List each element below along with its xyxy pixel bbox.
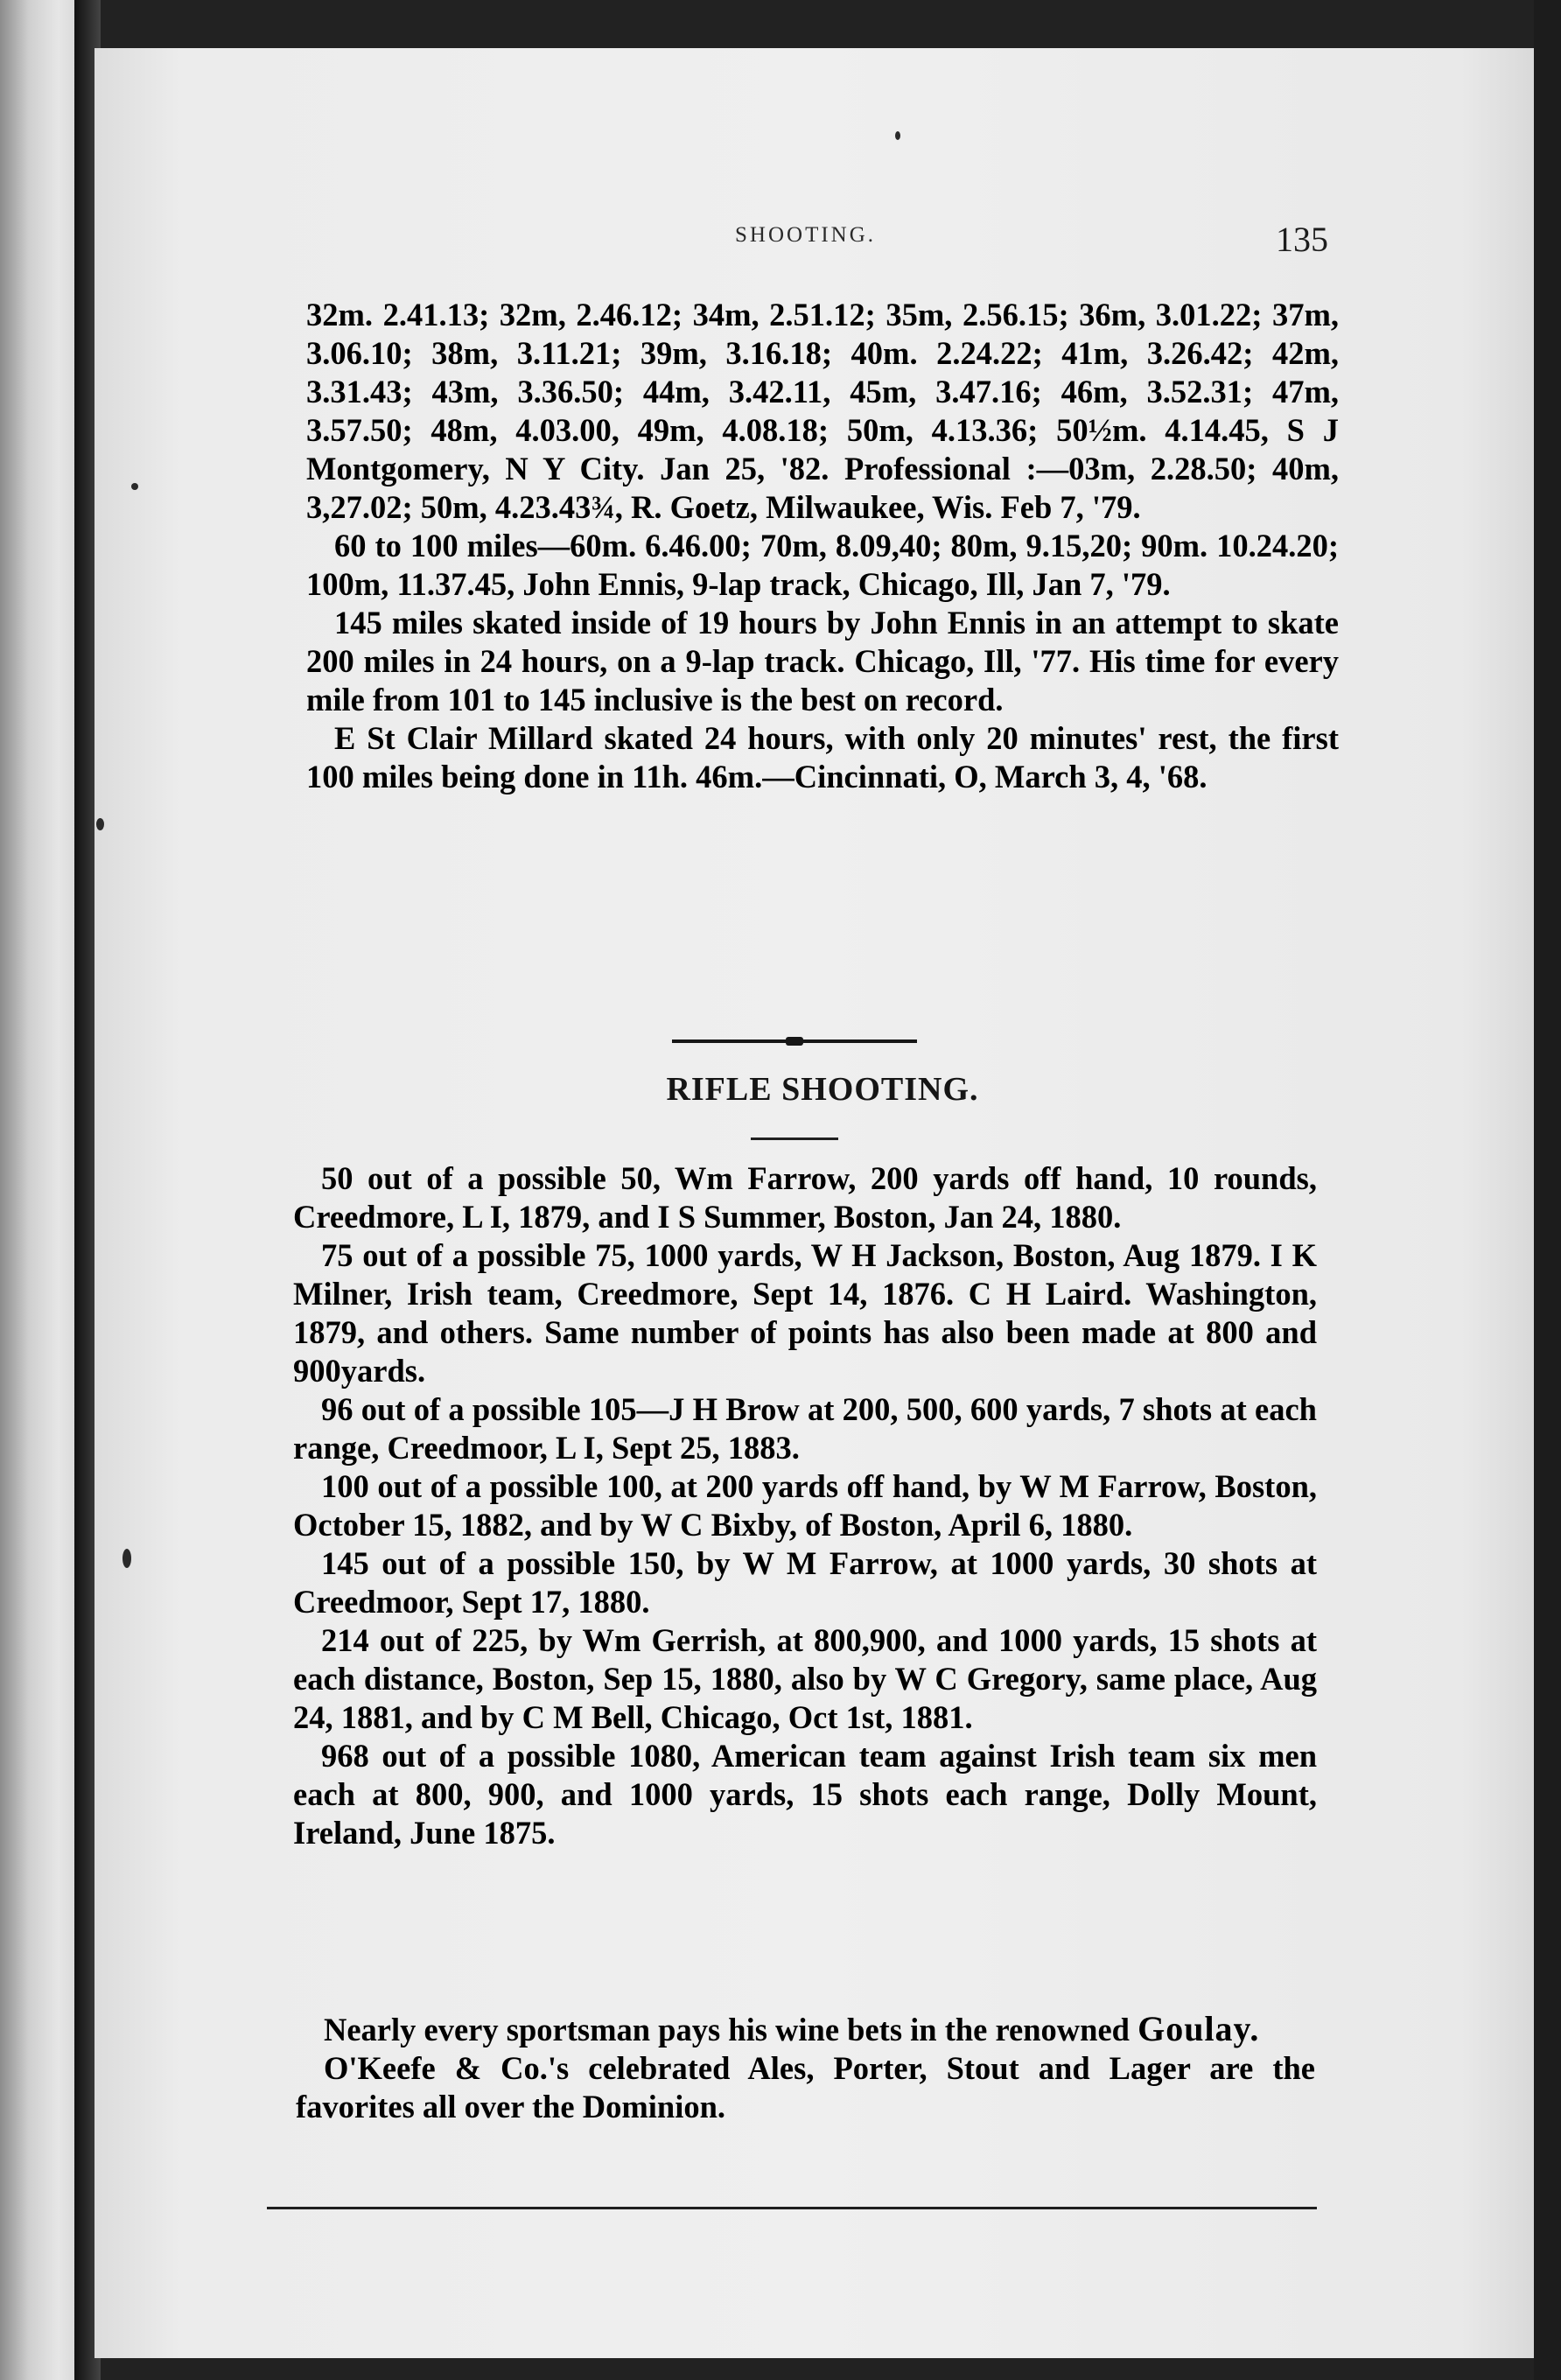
rifle-record: 96 out of a possible 105—J H Brow at 200, 500, 600 yards, 7 shots at each range, Creedmoor, L I, Sept 25, 1883.: [293, 1391, 1317, 1466]
scan-speck: [96, 818, 104, 830]
bottom-rule: [267, 2207, 1317, 2209]
section-divider-ornament: [672, 1037, 917, 1046]
rifle-record: 75 out of a possible 75, 1000 yards, W H Jackson, Boston, Aug 1879. I K Milner, Irish team, Creedmore, Sept 14, 1876. C H Laird. Washington, 1879, and others. Same number of points has also been made at 800 and 900yards.: [293, 1237, 1317, 1389]
scan-speck: [131, 483, 138, 490]
facing-page-edge: [0, 0, 83, 2380]
advertisements: [296, 2010, 1315, 2126]
page-number: 135: [1276, 220, 1328, 259]
goulay-brand: Goulay.: [1138, 2009, 1260, 2048]
skating-record: E St Clair Millard skated 24 hours, with only 20 minutes' rest, the first 100 miles being done in 11h. 46m.—Cincinnati, O, March 3, 4, '68.: [306, 720, 1339, 794]
skating-records: [306, 296, 1339, 796]
divider-knob: [786, 1037, 803, 1046]
scan-speck: [895, 131, 900, 140]
section-title: RIFLE SHOOTING.: [666, 1071, 979, 1108]
scan-speck: [122, 1549, 131, 1568]
rifle-record: 100 out of a possible 100, at 200 yards off hand, by W M Farrow, Boston, October 15, 1882, and by W C Bixby, of Boston, April 6, 1880.: [293, 1468, 1317, 1543]
rifle-record: 214 out of 225, by Wm Gerrish, at 800,900, and 1000 yards, 15 shots at each distance, Boston, Sep 15, 1880, also by W C Gregory, same place, Aug 24, 1881, and by C M Bell, Chicago, Oct 1st, 1881.: [293, 1622, 1317, 1735]
skating-record: 60 to 100 miles—60m. 6.46.00; 70m, 8.09,40; 80m, 9.15,20; 90m. 10.24.20; 100m, 11.37.45, John Ennis, 9-lap track, Chicago, Ill, Jan 7, '79.: [306, 528, 1339, 602]
okeefe-ad: O'Keefe & Co.'s celebrated Ales, Porter, Stout and Lager are the favorites all over the Dominion.: [296, 2050, 1315, 2124]
skating-record: 145 miles skated inside of 19 hours by John Ennis in an attempt to skate 200 miles in 24 hours, on a 9-lap track. Chicago, Ill, '77. His time for every mile from 101 to 145 inclusive is the best on record.: [306, 605, 1339, 718]
rifle-record: 50 out of a possible 50, Wm Farrow, 200 yards off hand, 10 rounds, Creedmore, L I, 1879, and I S Summer, Boston, Jan 24, 1880.: [293, 1160, 1317, 1235]
skating-record: 32m. 2.41.13; 32m, 2.46.12; 34m, 2.51.12; 35m, 2.56.15; 36m, 3.01.22; 37m, 3.06.10; 38m, 3.11.21; 39m, 3.16.18; 40m. 2.24.22; 41m, 3.26.42; 42m, 3.31.43; 43m, 3.36.50; 44m, 3.42.11, 45m, 3.47.16; 46m, 3.52.31; 47m, 3.57.50; 48m, 4.03.00, 49m, 4.08.18; 50m, 4.13.36; 50½m. 4.14.45, S J Montgomery, N Y City. Jan 25, '82. Professional :—03m, 2.28.50; 40m, 3,27.02; 50m, 4.23.43¾, R. Goetz, Milwaukee, Wis. Feb 7, '79.: [306, 297, 1339, 525]
title-rule: [751, 1138, 838, 1140]
rifle-record: 968 out of a possible 1080, American team against Irish team six men each at 800, 900, and 1000 yards, 15 shots each range, Dolly Mount, Ireland, June 1875.: [293, 1738, 1317, 1851]
goulay-ad-text: Nearly every sportsman pays his wine bets in the renowned: [324, 2012, 1130, 2048]
rifle-record: 145 out of a possible 150, by W M Farrow, at 1000 yards, 30 shots at Creedmoor, Sept 17, 1880.: [293, 1545, 1317, 1620]
rifle-records: [293, 1159, 1317, 1852]
scan-border: [1534, 0, 1561, 2380]
goulay-ad: [296, 2010, 1315, 2049]
running-head: SHOOTING.: [735, 223, 877, 247]
